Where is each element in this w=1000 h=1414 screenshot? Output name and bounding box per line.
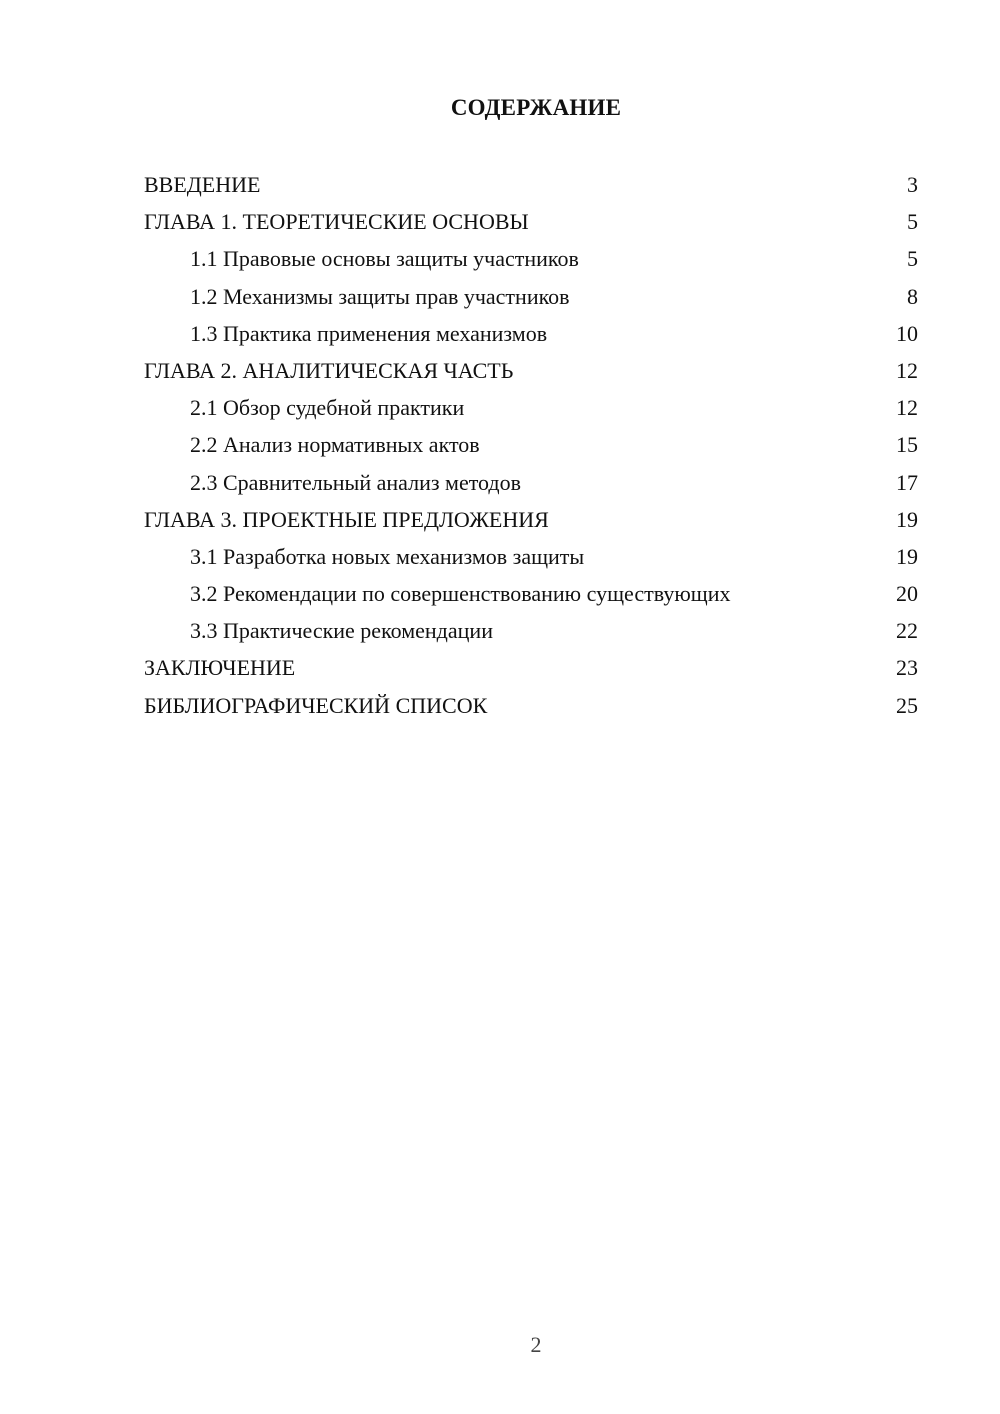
toc-entry-page: 22 <box>896 618 918 644</box>
toc-entry-page: 19 <box>896 506 918 532</box>
toc-entry-label: ГЛАВА 2. АНАЛИТИЧЕСКАЯ ЧАСТЬ <box>144 357 514 383</box>
toc-entry <box>144 166 918 203</box>
toc-entry-page: 17 <box>896 469 918 495</box>
toc-entry-label: БИБЛИОГРАФИЧЕСКИЙ СПИСОК <box>144 692 488 718</box>
toc-subentry <box>144 426 918 463</box>
toc-entry-label: ГЛАВА 3. ПРОЕКТНЫЕ ПРЕДЛОЖЕНИЯ <box>144 506 549 532</box>
toc-entry-page: 5 <box>907 209 918 235</box>
toc-entry-page: 20 <box>896 581 918 607</box>
toc-title: СОДЕРЖАНИЕ <box>450 95 622 120</box>
toc-entry-label: 3.2 Рекомендации по совершенствованию существующих <box>190 581 731 607</box>
toc-entry <box>144 352 918 389</box>
toc-entry-page: 19 <box>896 543 918 569</box>
toc-entry <box>144 649 918 686</box>
toc-entry-page: 23 <box>896 655 918 681</box>
page-number: 2 <box>530 1332 542 1357</box>
toc-entry-page: 12 <box>896 357 918 383</box>
table-of-contents <box>144 166 918 724</box>
toc-entry-label: 2.2 Анализ нормативных актов <box>190 432 480 458</box>
toc-subentry <box>144 575 918 612</box>
toc-entry-label: 3.1 Разработка новых механизмов защиты <box>190 543 585 569</box>
toc-entry <box>144 203 918 240</box>
toc-entry-page: 5 <box>907 246 918 272</box>
toc-entry-page: 12 <box>896 395 918 421</box>
toc-entry-page: 25 <box>896 692 918 718</box>
toc-subentry <box>144 389 918 426</box>
toc-entry-label: ГЛАВА 1. ТЕОРЕТИЧЕСКИЕ ОСНОВЫ <box>144 209 529 235</box>
toc-entry-label: 3.3 Практические рекомендации <box>190 618 493 644</box>
toc-entry-label: ЗАКЛЮЧЕНИЕ <box>144 655 296 681</box>
toc-subentry <box>144 464 918 501</box>
toc-entry-label: 2.3 Сравнительный анализ методов <box>190 469 521 495</box>
toc-entry-label: 1.2 Механизмы защиты прав участников <box>190 283 570 309</box>
toc-entry-label: 1.1 Правовые основы защиты участников <box>190 246 579 272</box>
toc-subentry <box>144 278 918 315</box>
toc-entry-page: 8 <box>907 283 918 309</box>
toc-entry-page: 3 <box>907 172 918 197</box>
toc-entry-page: 10 <box>896 320 918 346</box>
toc-subentry <box>144 612 918 649</box>
toc-subentry <box>144 315 918 352</box>
toc-entry-page: 15 <box>896 432 918 458</box>
toc-entry <box>144 501 918 538</box>
toc-subentry <box>144 538 918 575</box>
toc-entry <box>144 687 918 724</box>
toc-subentry <box>144 240 918 277</box>
toc-entry-label: 2.1 Обзор судебной практики <box>190 395 465 421</box>
toc-entry-label: 1.3 Практика применения механизмов <box>190 320 548 346</box>
toc-entry-label: ВВЕДЕНИЕ <box>144 172 261 197</box>
